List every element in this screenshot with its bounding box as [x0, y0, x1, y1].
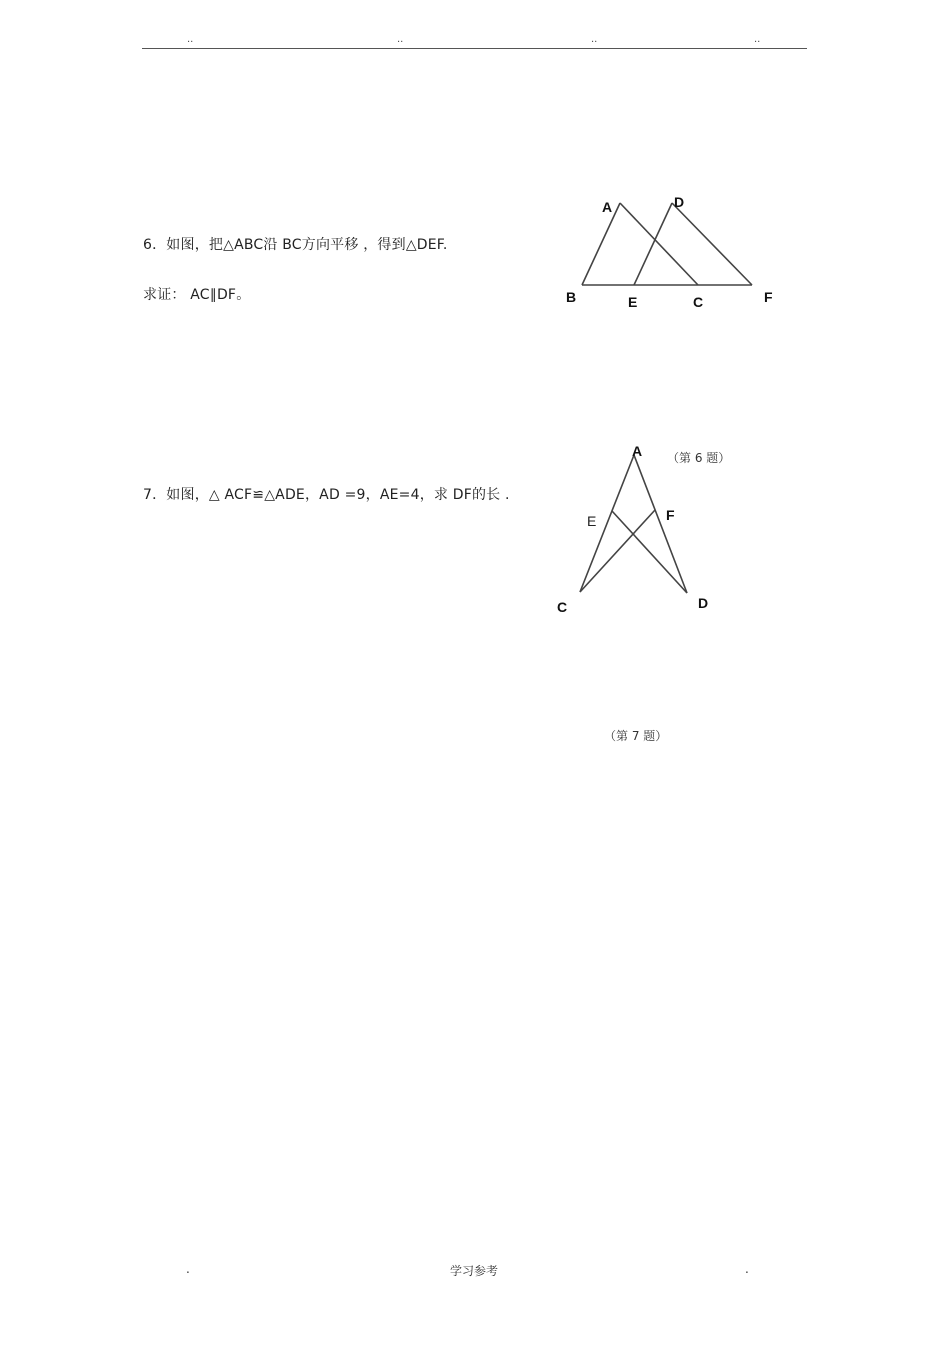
problem-7-caption: （第 7 题）: [604, 729, 668, 743]
footer-right-dot: .: [745, 1262, 749, 1276]
segment-ad-7: [634, 455, 687, 593]
label-d-7: D: [698, 595, 709, 611]
header-dots-4: ..: [754, 34, 761, 45]
label-c-7: C: [557, 599, 568, 615]
label-d: D: [674, 194, 685, 210]
label-a: A: [602, 199, 613, 215]
header-dots-1: ..: [187, 34, 194, 45]
segment-ac-7: [580, 455, 634, 592]
problem-6-statement: 6．如图，把△ABC沿 BC方向平移 ，得到△DEF.: [143, 237, 448, 253]
segment-df: [672, 203, 752, 285]
problem-7-statement: 7．如图，△ ACF≌△ADE，AD =9，AE=4，求 DF的长 .: [143, 487, 510, 503]
segment-ed-7: [612, 511, 687, 593]
problem-6-caption: （第 6 题）: [667, 451, 731, 465]
label-a-7: A: [632, 443, 643, 459]
segment-fc-7: [580, 510, 655, 592]
segment-ab: [582, 203, 620, 285]
label-c: C: [693, 294, 704, 310]
header-dots-2: ..: [397, 34, 404, 45]
label-b: B: [566, 289, 577, 305]
label-f-7: F: [666, 507, 675, 523]
label-f: F: [764, 289, 773, 305]
header-rule: [142, 48, 807, 49]
label-e: E: [628, 294, 638, 310]
segment-ac: [620, 203, 698, 285]
footer-title: 学习参考: [450, 1264, 499, 1278]
footer-left-dot: .: [186, 1262, 190, 1276]
header-dots-3: ..: [591, 34, 598, 45]
problem-6-prove: 求证： AC∥DF。: [143, 287, 251, 303]
segment-de: [634, 203, 672, 285]
label-e-7: E: [587, 513, 597, 529]
